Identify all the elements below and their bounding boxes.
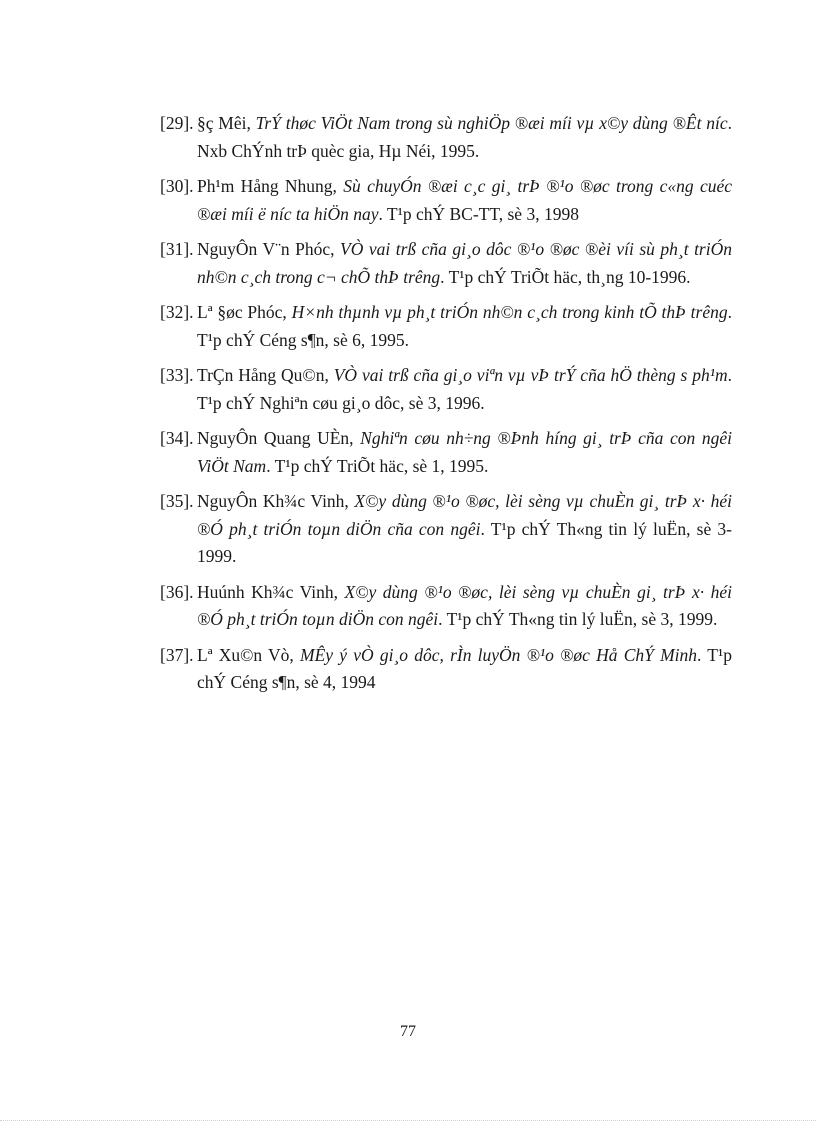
reference-source: . T¹p chÝ Th«ng tin lý luËn, sè 3-1999. <box>197 518 732 566</box>
page-number: 77 <box>400 1023 416 1040</box>
reference-item <box>160 236 732 291</box>
reference-source: . T¹p chÝ Th«ng tin lý luËn, sè 3, 1999. <box>438 609 718 629</box>
page-bottom-divider <box>0 1120 816 1121</box>
reference-source: . T¹p chÝ Nghiªn cøu gi¸o dôc, sè 3, 1996. <box>197 365 732 413</box>
reference-number: [37]. <box>160 644 194 665</box>
reference-author: Huúnh Kh¾c Vinh, <box>197 581 338 602</box>
reference-item <box>160 579 732 634</box>
reference-source: . T¹p chÝ BC-TT, sè 3, 1998 <box>378 203 579 224</box>
reference-item <box>160 110 732 165</box>
reference-number: [35]. <box>160 491 194 511</box>
reference-source: . T¹p chÝ TriÕt häc, th¸ng 10-1996. <box>440 266 691 287</box>
reference-title: MÊy ý vÒ gi¸o dôc, rÌn luyÖn ®¹o ®øc Hå ChÝ Minh <box>293 644 698 665</box>
reference-title: Sù chuyÓn ®æi c¸c gi¸ trÞ ®¹o ®øc trong c«ng cuéc ®æi míi ë níc ta hiÖn nay <box>197 176 732 224</box>
reference-author: Lª §øc Phóc, <box>197 302 287 322</box>
reference-title: X©y dùng ®¹o ®øc, lèi sèng vµ chuÈn gi¸ trÞ x· héi ®Ó ph¸t triÓn toµn diÖn cña con ngêi <box>197 491 732 539</box>
reference-source: . T¹p chÝ Céng s¶n, sè 4, 1994 <box>197 644 732 692</box>
reference-title: VÒ vai trß cña gi¸o dôc ®¹o ®øc ®èi víi sù ph¸t triÓn nh©n c¸ch trong c¬ chÕ thÞ trêng <box>197 239 732 287</box>
reference-item <box>160 173 732 228</box>
reference-number: [29]. <box>160 113 194 133</box>
reference-item <box>160 642 732 697</box>
reference-author: NguyÔn Kh¾c Vinh, <box>197 491 349 511</box>
reference-number: [30]. <box>160 176 194 196</box>
reference-item <box>160 425 732 480</box>
reference-source: . T¹p chÝ TriÕt häc, sè 1, 1995. <box>266 455 489 476</box>
reference-item <box>160 362 732 417</box>
reference-item <box>160 299 732 354</box>
reference-number: [36]. <box>160 581 194 602</box>
reference-title: Nghiªn cøu nh÷ng ®Þnh híng gi¸ trÞ cña con ngêi ViÖt Nam <box>197 428 732 476</box>
reference-number: [34]. <box>160 428 194 448</box>
reference-author: §ç Mêi, <box>197 113 251 133</box>
reference-author: NguyÔn Quang UÈn, <box>197 428 354 448</box>
reference-number: [33]. <box>160 365 194 385</box>
reference-title: X©y dùng ®¹o ®øc, lèi sèng vµ chuÈn gi¸ trÞ x· héi ®Ó ph¸t triÓn toµn diÖn con ngêi <box>197 581 732 629</box>
reference-author: TrÇn Hång Qu©n, <box>197 365 329 385</box>
reference-number: [32]. <box>160 302 194 322</box>
reference-item <box>160 488 732 571</box>
reference-author: Ph¹m Hång Nhung, <box>197 176 337 196</box>
reference-author: Lª Xu©n Vò, <box>197 644 294 665</box>
reference-list <box>160 110 732 705</box>
reference-number: [31]. <box>160 239 194 259</box>
reference-author: NguyÔn V¨n Phóc, <box>197 239 335 259</box>
reference-title: TrÝ thøc ViÖt Nam trong sù nghiÖp ®æi míi vµ x©y dùng ®Êt níc <box>250 113 728 133</box>
reference-title: H×nh thµnh vµ ph¸t triÓn nh©n c¸ch trong kinh tÕ thÞ trêng <box>286 302 728 322</box>
reference-title: VÒ vai trß cña gi¸o viªn vµ vÞ trÝ cña hÖ thèng s ph¹m <box>328 365 728 385</box>
reference-source: . T¹p chÝ Céng s¶n, sè 6, 1995. <box>197 302 732 350</box>
reference-source: . Nxb ChÝnh trÞ quèc gia, Hµ Néi, 1995. <box>197 113 732 161</box>
